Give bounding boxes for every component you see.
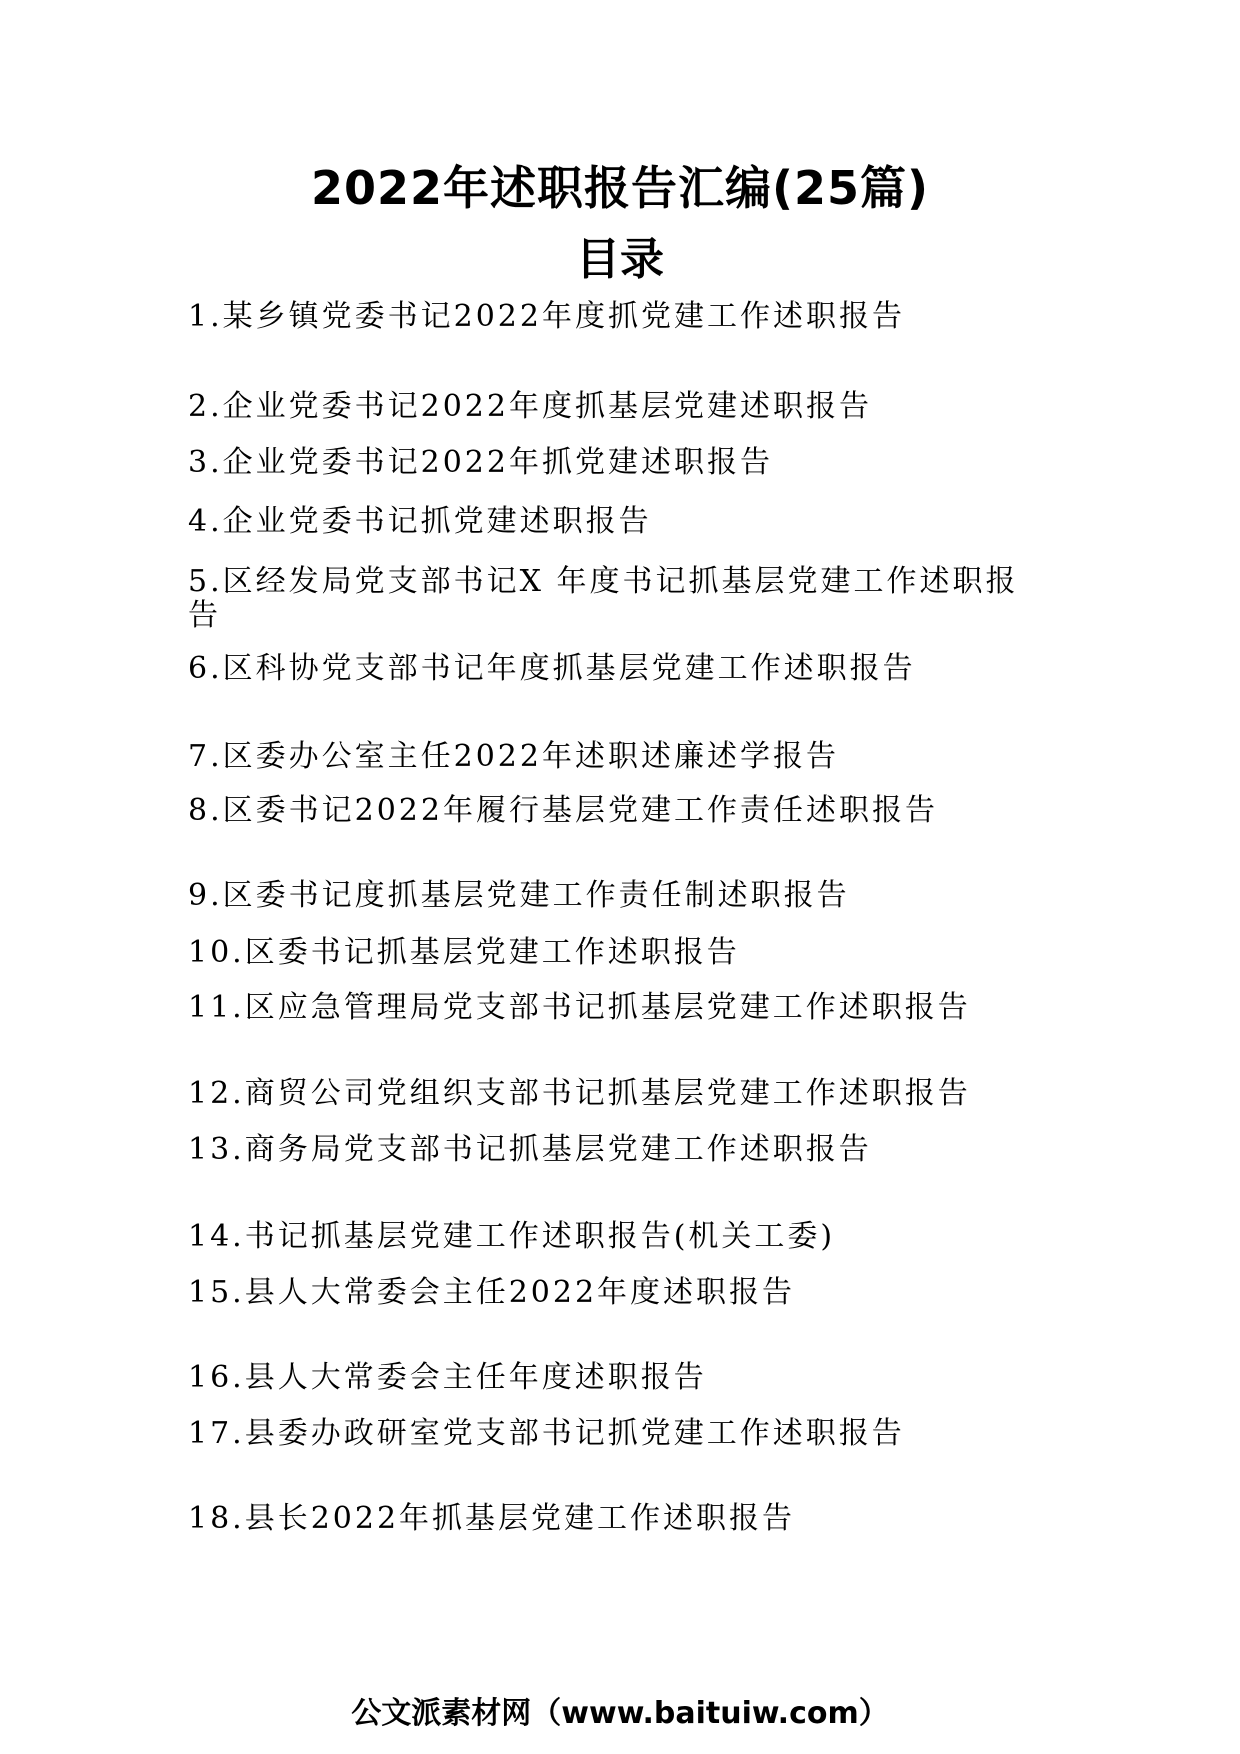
- toc-item: 2.企业党委书记2022年度抓基层党建述职报告: [188, 389, 872, 424]
- footer-watermark: 公文派素材网（www.baituiw.com）: [351, 1696, 889, 1731]
- toc-item: 18.县长2022年抓基层党建工作述职报告: [188, 1501, 796, 1536]
- toc-item: 12.商贸公司党组织支部书记抓基层党建工作述职报告: [188, 1076, 971, 1111]
- toc-item: 8.区委书记2022年履行基层党建工作责任述职报告: [188, 793, 938, 828]
- document-title: 2022年述职报告汇编(25篇): [310, 161, 930, 215]
- toc-item: 17.县委办政研室党支部书记抓党建工作述职报告: [188, 1416, 905, 1451]
- toc-item: 11.区应急管理局党支部书记抓基层党建工作述职报告: [188, 990, 971, 1025]
- toc-heading: 目录: [576, 234, 664, 285]
- toc-item: 4.企业党委书记抓党建述职报告: [188, 504, 652, 539]
- toc-item: 5.区经发局党支部书记X 年度书记抓基层党建工作述职报告: [188, 564, 1019, 633]
- toc-item: 7.区委办公室主任2022年述职述廉述学报告: [188, 739, 839, 774]
- toc-item: 10.区委书记抓基层党建工作述职报告: [188, 935, 740, 970]
- toc-item: 6.区科协党支部书记年度抓基层党建工作述职报告: [188, 651, 916, 686]
- toc-item: 1.某乡镇党委书记2022年度抓党建工作述职报告: [188, 299, 905, 334]
- toc-item: 9.区委书记度抓基层党建工作责任制述职报告: [188, 878, 850, 913]
- toc-item: 3.企业党委书记2022年抓党建述职报告: [188, 445, 773, 480]
- toc-item: 16.县人大常委会主任年度述职报告: [188, 1360, 707, 1395]
- toc-item: 13.商务局党支部书记抓基层党建工作述职报告: [188, 1132, 872, 1167]
- toc-item: 15.县人大常委会主任2022年度述职报告: [188, 1275, 796, 1310]
- toc-item: 14.书记抓基层党建工作述职报告(机关工委): [188, 1219, 836, 1254]
